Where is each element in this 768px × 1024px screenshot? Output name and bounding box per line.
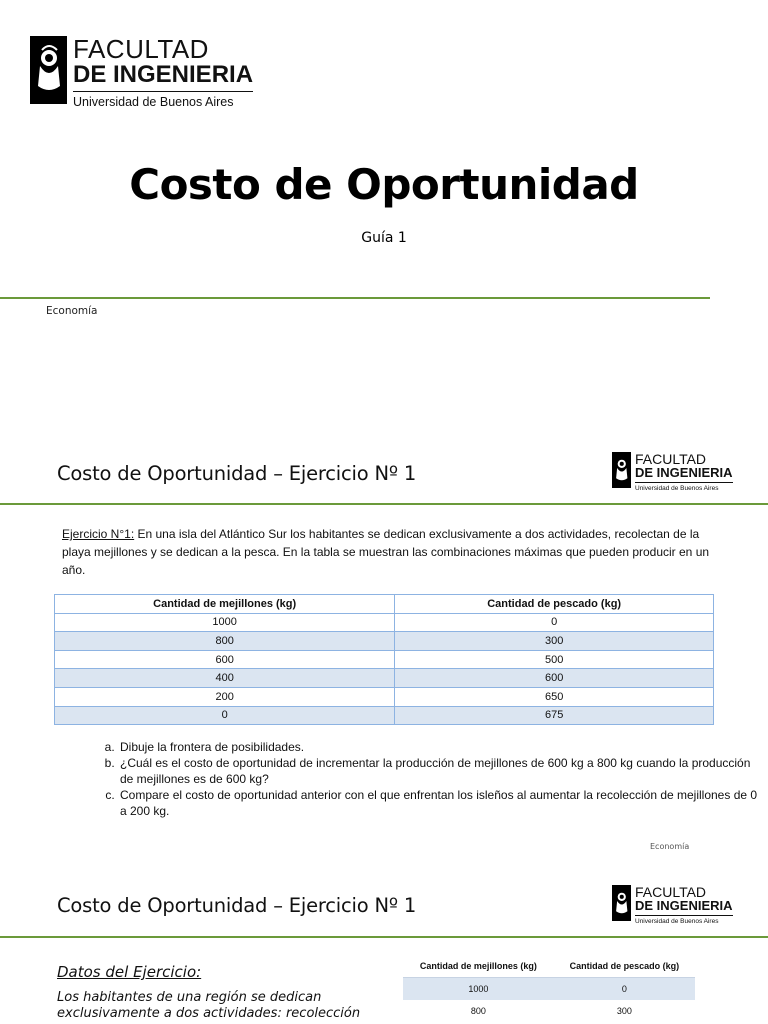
logo-line-2: DE INGENIERIA <box>73 61 254 88</box>
table-row <box>55 650 714 669</box>
header-pescado: Cantidad de pescado (kg) <box>554 955 695 978</box>
logo-line-1: FACULTAD <box>635 451 707 467</box>
cell-mejillones: 1000 <box>55 613 395 632</box>
cell-pescado: 0 <box>395 613 714 632</box>
table-header-row <box>55 595 714 614</box>
cell-pescado: 300 <box>395 632 714 651</box>
cell-pescado: 500 <box>395 650 714 669</box>
faculty-emblem-icon <box>612 452 631 488</box>
logo-line-2: DE INGENIERIA <box>635 898 733 913</box>
table-row <box>55 632 714 651</box>
table-row <box>55 669 714 688</box>
header-pescado: Cantidad de pescado (kg) <box>395 595 714 614</box>
exercise-paragraph <box>62 525 727 579</box>
table-header-row <box>403 955 695 978</box>
cell-mejillones: 800 <box>55 632 395 651</box>
table-row <box>55 706 714 725</box>
cell-pescado: 600 <box>395 669 714 688</box>
logo-line-2: DE INGENIERIA <box>635 465 733 480</box>
exercise-label: Ejercicio N°1: <box>62 527 135 541</box>
table-row <box>55 613 714 632</box>
cell-mejillones: 800 <box>403 1000 554 1022</box>
cell-mejillones: 0 <box>55 706 395 725</box>
cell-mejillones: 600 <box>55 650 395 669</box>
production-table <box>54 594 714 725</box>
table-row <box>55 687 714 706</box>
cell-pescado: 650 <box>395 687 714 706</box>
exercise-text: En una isla del Atlántico Sur los habitantes se dedican exclusivamente a dos actividades, recolectan de la playa mejillones y se dedican a la pesca. En la tabla se muestran las combinaciones máximas que pueden producir en un año. <box>62 527 710 577</box>
question-item: b. ¿Cuál es el costo de oportunidad de incrementar la producción de mejillones de 600 kg a 800 kg cuando la producción de mejillones es de 600 kg? <box>118 755 758 787</box>
slide1-footer: Economía <box>650 842 690 851</box>
slide1-logo <box>612 452 733 493</box>
cell-mejillones: 1000 <box>403 978 554 1001</box>
cell-mejillones: 400 <box>55 669 395 688</box>
slide2-title: Costo de Oportunidad – Ejercicio Nº 1 <box>57 894 417 917</box>
cell-pescado: 0 <box>554 978 695 1001</box>
logo-line-3: Universidad de Buenos Aires <box>73 91 253 110</box>
header-mejillones: Cantidad de mejillones (kg) <box>55 595 395 614</box>
table-row <box>403 1000 695 1022</box>
slide1-divider <box>0 503 768 505</box>
slide1-title: Costo de Oportunidad – Ejercicio Nº 1 <box>57 462 417 485</box>
logo-line-1: FACULTAD <box>73 34 209 64</box>
cover-subtitle: Guía 1 <box>361 230 407 246</box>
cover-title: Costo de Oportunidad <box>129 160 639 209</box>
logo-line-1: FACULTAD <box>635 884 707 900</box>
cover-footer: Economía <box>46 305 98 317</box>
logo-line-3: Universidad de Buenos Aires <box>635 482 733 493</box>
table-row <box>403 978 695 1001</box>
cell-pescado: 300 <box>554 1000 695 1022</box>
header-mejillones: Cantidad de mejillones (kg) <box>403 955 554 978</box>
faculty-logo <box>30 36 253 110</box>
cell-pescado: 675 <box>395 706 714 725</box>
faculty-emblem-icon <box>612 885 631 921</box>
question-item: c. Compare el costo de oportunidad anterior con el que enfrentan los isleños al aumentar la recolección de mejillones de 0 a 200 kg. <box>118 787 758 819</box>
datos-heading: Datos del Ejercicio: <box>57 963 202 981</box>
faculty-emblem-icon <box>30 36 67 104</box>
question-list <box>92 739 758 819</box>
logo-line-3: Universidad de Buenos Aires <box>635 915 733 926</box>
cover-divider <box>0 297 710 299</box>
production-table-summary <box>403 955 695 1022</box>
datos-text: Los habitantes de una región se dedican exclusivamente a dos actividades: recolección <box>57 990 361 1021</box>
slide2-logo <box>612 885 733 926</box>
cell-mejillones: 200 <box>55 687 395 706</box>
question-item: a. Dibuje la frontera de posibilidades. <box>118 739 758 755</box>
slide2-divider <box>0 936 768 938</box>
